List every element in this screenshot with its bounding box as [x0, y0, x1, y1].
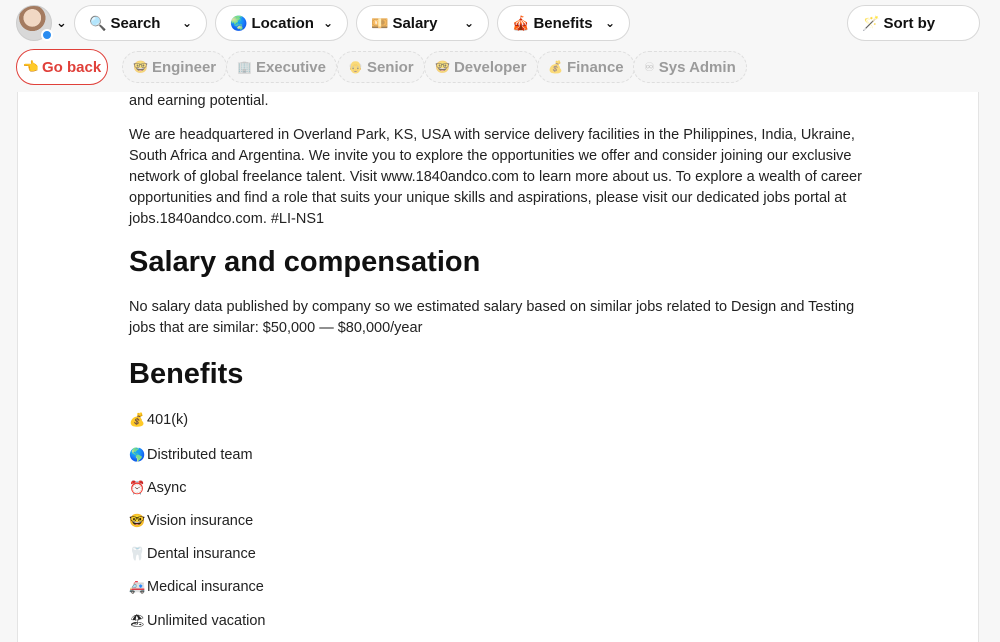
tag-engineer[interactable] [122, 51, 227, 83]
salary-text: No salary data published by company so we estimated salary based on similar jobs related to Design and Testing jobs that are similar: $50,000 — $80,000/year [129, 299, 855, 336]
nerd-face-icon: 🤓 [129, 513, 146, 528]
benefit-label: Vision insurance [147, 513, 254, 529]
magic-wand-icon: 🪄 [862, 14, 880, 31]
benefit-label: 401(k) [147, 412, 189, 428]
chevron-down-icon: ⌄ [56, 15, 67, 30]
chevron-down-icon: ⌄ [322, 16, 333, 30]
benefits-filter-button[interactable] [497, 5, 630, 41]
paragraph-headquarters: We are headquartered in Overland Park, KS, USA with service delivery facilities in the Philippines, India, Ukraine, South Africa and Argentina. We invite you to explore the opportunities we offer and consider joining our exclusive network of global freelance talent. Visit www.1840andco.com to learn more about us. To explore a wealth of career opportunities and find a role that suits your unique skills and aspirations, please visit our dedicated jobs portal at jobs.1840andco.com. #LI-NS1 [129, 127, 862, 227]
search-filter-label: Search [110, 14, 161, 32]
tag-label: Sys Admin [658, 58, 736, 76]
sort-by-label: Sort by [883, 14, 936, 32]
globe-icon: 🌎 [129, 447, 146, 462]
location-filter-label: Location [251, 14, 314, 32]
chevron-down-icon: ⌄ [463, 16, 474, 30]
benefit-item [129, 410, 188, 430]
beach-icon: 🏖 [129, 613, 146, 628]
chevron-down-icon: ⌄ [604, 16, 615, 30]
tag-label: Developer [453, 58, 527, 76]
benefit-item [129, 478, 187, 498]
search-icon: 🔍 [89, 14, 107, 31]
verified-badge-icon [41, 29, 53, 41]
tag-developer[interactable] [424, 51, 538, 83]
nerd-face-icon: 🤓 [435, 60, 450, 74]
old-man-icon: 👴 [348, 60, 363, 74]
salary-heading: Salary and compensation [129, 246, 481, 278]
money-bag-icon: 💰 [129, 412, 146, 427]
alarm-clock-icon: ⏰ [129, 480, 146, 495]
tag-finance[interactable] [537, 51, 635, 83]
tag-label: Senior [366, 58, 414, 76]
search-filter-button[interactable] [74, 5, 207, 41]
tag-label: Executive [255, 58, 326, 76]
tag-label: Finance [566, 58, 624, 76]
tooth-icon: 🦷 [129, 546, 146, 561]
salary-filter-label: Salary [392, 14, 438, 32]
benefit-item [129, 577, 264, 597]
office-building-icon: 🏢 [237, 60, 252, 74]
tag-executive[interactable] [226, 51, 337, 83]
globe-icon: 🌏 [230, 14, 248, 31]
tag-label: Engineer [151, 58, 217, 76]
benefit-item [129, 544, 256, 564]
infinity-icon: ♾ [644, 60, 655, 74]
paragraph-tail: and earning potential. [129, 93, 269, 109]
avatar[interactable] [16, 5, 52, 41]
benefit-label: Async [147, 480, 187, 496]
benefit-item [129, 611, 265, 631]
sort-by-button[interactable] [847, 5, 980, 41]
account-menu[interactable] [16, 5, 72, 41]
ambulance-icon: 🚑 [129, 579, 146, 594]
benefits-heading: Benefits [129, 358, 244, 390]
tag-sys-admin[interactable] [633, 51, 747, 83]
tag-senior[interactable] [337, 51, 425, 83]
benefit-label: Medical insurance [147, 579, 264, 595]
circus-tent-icon: 🎪 [512, 14, 530, 31]
job-description-panel [17, 80, 979, 642]
benefit-label: Unlimited vacation [147, 613, 266, 629]
benefit-item [129, 445, 253, 465]
nerd-face-icon: 🤓 [133, 60, 148, 74]
money-icon: 💴 [371, 14, 389, 31]
top-navigation [0, 0, 1000, 92]
chevron-down-icon: ⌄ [181, 16, 192, 30]
go-back-label: Go back [42, 58, 102, 76]
benefit-label: Dental insurance [147, 546, 256, 562]
money-bag-icon: 💰 [548, 60, 563, 74]
benefit-item [129, 511, 253, 531]
benefit-label: Distributed team [147, 447, 253, 463]
salary-filter-button[interactable] [356, 5, 489, 41]
go-back-button[interactable] [16, 49, 108, 85]
benefits-filter-label: Benefits [533, 14, 593, 32]
pointing-left-icon: 👈 [22, 59, 39, 74]
location-filter-button[interactable] [215, 5, 348, 41]
